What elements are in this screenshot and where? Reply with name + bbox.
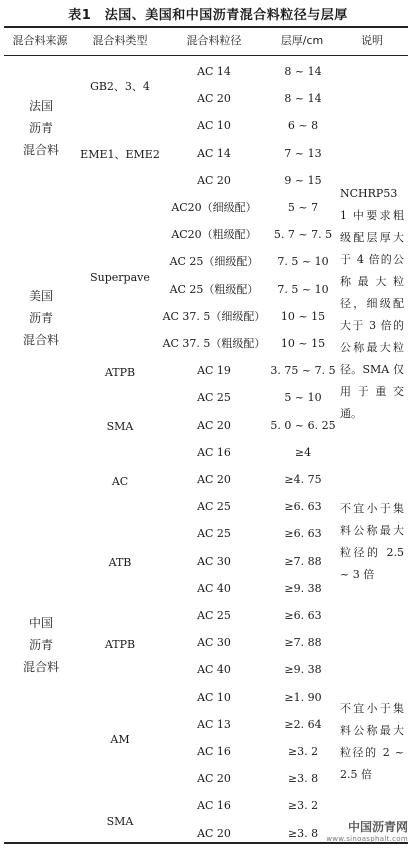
cell-thickness: ≥3. 8 (287, 826, 319, 840)
source-line: 沥青 (28, 311, 53, 326)
cell-gradation: AC 25 (197, 609, 231, 622)
cell-type: SMA (106, 814, 134, 828)
cell-thickness: 7. 5 ~ 10 (277, 255, 329, 269)
cell-gradation: AC 40 (197, 663, 231, 677)
cell-note: 不宜小于集料公称最大粒径的 2 ~ 2.5 倍 (340, 702, 404, 781)
cell-thickness: ≥4 (294, 445, 312, 459)
source-line: 混合料 (22, 143, 59, 157)
cell-note: NCHRP531 中要求粗级配层厚大于 4 倍的公称最大粒径，细级配大于 3 倍的公称最大粒径。SMA 仅用于重交通。 (340, 187, 404, 420)
cell-thickness: 10 ~ 15 (280, 309, 326, 323)
top-rule (4, 26, 408, 28)
cell-gradation: AC 16 (197, 799, 231, 813)
source-line: 中国 (28, 615, 53, 630)
cell-thickness: ≥3. 2 (287, 799, 319, 813)
cell-gradation: AC 37. 5（细级配） (162, 309, 266, 323)
cell-gradation: AC 25（细级配） (169, 255, 259, 269)
cell-gradation: AC 20 (197, 826, 231, 840)
source-line: 沥青 (28, 121, 53, 135)
cell-gradation: AC 30 (197, 636, 231, 650)
cell-thickness: 3. 75 ~ 7. 5 (270, 364, 336, 378)
cell-gradation: AC 25 (197, 391, 231, 405)
cell-thickness: ≥9. 38 (284, 663, 322, 677)
cell-type: GB2、3、4 (90, 80, 150, 94)
watermark (326, 818, 408, 843)
cell-gradation: AC 19 (197, 364, 231, 378)
cell-gradation: AC 20 (197, 772, 231, 786)
cell-thickness: 8 ~ 14 (284, 65, 322, 78)
header-thickness: 层厚/cm (280, 34, 324, 47)
cell-gradation: AC 20 (197, 418, 231, 432)
cell-thickness: ≥7. 88 (284, 636, 322, 650)
source-line: 混合料 (22, 333, 59, 348)
cell-gradation: AC20（粗级配） (171, 228, 257, 242)
cell-gradation: AC 25 (197, 527, 231, 541)
cell-thickness: 5. 7 ~ 7. 5 (273, 228, 333, 242)
cell-gradation: AC 14 (197, 65, 231, 78)
cell-gradation: AC 13 (197, 717, 231, 731)
watermark-url: www.sinoasphalt.com (326, 835, 408, 843)
cell-thickness: 5 ~ 10 (284, 391, 322, 405)
header-gradation: 混合料粒径 (186, 34, 242, 47)
cell-gradation: AC 25 (197, 500, 231, 514)
cell-type: AM (110, 733, 130, 746)
cell-gradation: AC 25（粗级配） (169, 282, 259, 296)
cell-thickness: ≥3. 2 (287, 745, 319, 758)
cell-thickness: 9 ~ 15 (284, 173, 322, 187)
header-notes: 说明 (361, 34, 383, 47)
cell-gradation: AC 14 (197, 146, 231, 160)
cell-thickness: ≥6. 63 (284, 527, 322, 541)
cell-thickness: 10 ~ 15 (280, 337, 326, 350)
table-title: 表1 法国、美国和中国沥青混合料粒径与层厚 (68, 8, 348, 23)
cell-type: ATB (108, 556, 132, 570)
cell-gradation: AC 20 (197, 473, 231, 486)
cell-type: ATPB (104, 365, 136, 379)
header-source: 混合料来源 (12, 34, 68, 47)
source-line: 法国 (28, 99, 53, 113)
cell-thickness: 8 ~ 14 (284, 92, 322, 106)
cell-thickness: ≥1. 90 (284, 690, 322, 704)
cell-thickness: 5 ~ 7 (287, 201, 319, 214)
cell-thickness: ≥9. 38 (284, 581, 322, 595)
cell-thickness: ≥4. 75 (284, 473, 322, 486)
cell-type: ATPB (104, 637, 136, 651)
cell-gradation: AC 10 (197, 690, 231, 704)
header-type: 混合料类型 (92, 34, 148, 47)
cell-thickness: 6 ~ 8 (287, 119, 319, 133)
cell-gradation: AC 10 (197, 119, 231, 133)
cell-gradation: AC 20 (197, 173, 231, 187)
cell-note: 不宜小于集料公称最大粒径的 2.5 ~ 3 倍 (340, 502, 404, 581)
cell-gradation: AC 16 (197, 745, 231, 758)
cell-thickness: ≥6. 63 (284, 609, 322, 622)
cell-gradation: AC 37. 5（粗级配） (162, 337, 266, 350)
cell-thickness: ≥2. 64 (284, 717, 322, 731)
cell-thickness: ≥6. 63 (284, 500, 322, 514)
cell-type: AC (111, 474, 129, 488)
cell-source (8, 95, 74, 161)
cell-gradation: AC 20 (197, 92, 231, 106)
cell-gradation: AC20（细级配） (171, 201, 257, 214)
watermark-name: 中国沥青网 (347, 820, 408, 834)
header-rule (4, 55, 408, 56)
cell-thickness: 5. 0 ~ 6. 25 (270, 418, 336, 432)
cell-thickness: 7 ~ 13 (284, 146, 322, 160)
cell-gradation: AC 30 (197, 554, 231, 568)
cell-gradation: AC 40 (197, 581, 231, 595)
cell-thickness: ≥3. 8 (287, 772, 319, 786)
cell-thickness: 7. 5 ~ 10 (277, 282, 329, 296)
cell-gradation: AC 16 (197, 445, 231, 459)
cell-source (8, 612, 74, 678)
cell-type: SMA (106, 420, 134, 434)
source-line: 混合料 (22, 659, 59, 674)
cell-source (8, 285, 74, 351)
cell-type: EME1、EME2 (80, 148, 160, 162)
source-line: 美国 (28, 289, 53, 304)
cell-thickness: ≥7. 88 (284, 554, 322, 568)
cell-type: Superpave (90, 270, 150, 284)
source-line: 沥青 (28, 637, 53, 652)
